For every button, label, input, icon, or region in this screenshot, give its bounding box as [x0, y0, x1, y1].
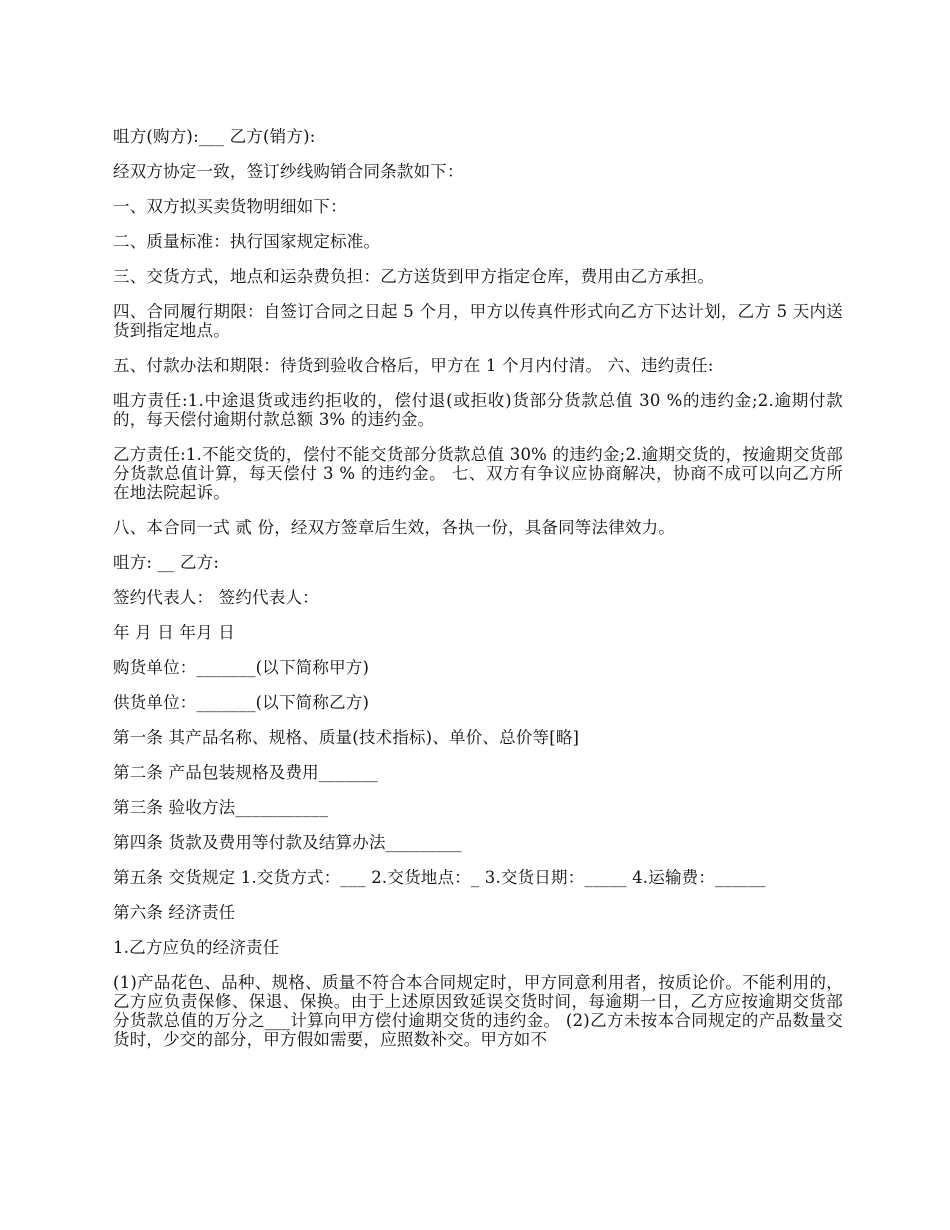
article-3: 第三条 验收方法___________ — [113, 798, 329, 817]
article-5: 第五条 交货规定 1.交货方式：___ 2.交货地点：_ 3.交货日期：_____ 4.运输费：______ — [113, 868, 766, 887]
clause-payment-terms: 五、付款办法和期限：待货到验收合格后，甲方在 1 个月内付清。 六、违约责任: — [113, 356, 714, 375]
signature-parties: 咀方: __ 乙方: — [113, 553, 220, 572]
clause-performance-period: 四、合同履行期限：自签订合同之日起 5 个月，甲方以传真件形式向乙方下达计划，乙方 5 天内送货到指定地点。 — [113, 302, 843, 340]
document-body — [113, 127, 843, 1065]
article-6-subheading: 1.乙方应负的经济责任 — [113, 938, 280, 957]
article-4: 第四条 货款及费用等付款及结算办法_________ — [113, 833, 462, 852]
clause-quality-standard: 二、质量标准：执行国家规定标准。 — [113, 232, 381, 251]
clause-goods-list: 一、双方拟买卖货物明细如下： — [113, 197, 347, 216]
article-6-item-1: (1)产品花色、品种、规格、质量不符合本合同规定时，甲方同意利用者，按质论价。不能利用的，乙方应负责保修、保退、保换。由于上述原因致延误交货时间，每逾期一日，乙方应按逾期交货部分货款总值的万分之___计算向甲方偿付逾期交货的违约金。 (2)乙方未按本合同规定的产品数量交货时，少交的部分，甲方假如需要，应照数补交。甲方如不 — [113, 973, 843, 1049]
clause-copies: 八、本合同一式 贰 份，经双方签章后生效，各执一份，具备同等法律效力。 — [113, 518, 675, 537]
article-6: 第六条 经济责任 — [113, 903, 236, 922]
article-1: 第一条 其产品名称、规格、质量(技术指标)、单价、总价等[略] — [113, 728, 580, 747]
supplier-unit-line: 供货单位：_______(以下简称乙方) — [113, 693, 370, 712]
article-2: 第二条 产品包装规格及费用_______ — [113, 763, 378, 782]
signature-representatives: 签约代表人： 签约代表人： — [113, 588, 319, 607]
clause-delivery-method: 三、交货方式，地点和运杂费负担：乙方送货到甲方指定仓库，费用由乙方承担。 — [113, 267, 715, 286]
buyer-unit-line: 购货单位：_______(以下简称甲方) — [113, 658, 370, 677]
signature-dates: 年 月 日 年月 日 — [113, 623, 235, 642]
party-b-liability: 乙方责任:1.不能交货的，偿付不能交货部分货款总值 30% 的违约金;2.逾期交货的，按逾期交货部分货款总值计算，每天偿付 3 % 的违约金。 七、双方有争议应协商解决，协商不成可以向乙方所在地法院起诉。 — [113, 445, 843, 502]
party-header-line: 咀方(购方):___ 乙方(销方): — [113, 127, 316, 146]
intro-paragraph: 经双方协定一致，签订纱线购销合同条款如下： — [113, 162, 464, 181]
party-a-liability: 咀方责任:1.中途退货或违约拒收的，偿付退(或拒收)货部分货款总值 30 %的违约金;2.逾期付款的，每天偿付逾期付款总额 3% 的违约金。 — [113, 391, 843, 429]
